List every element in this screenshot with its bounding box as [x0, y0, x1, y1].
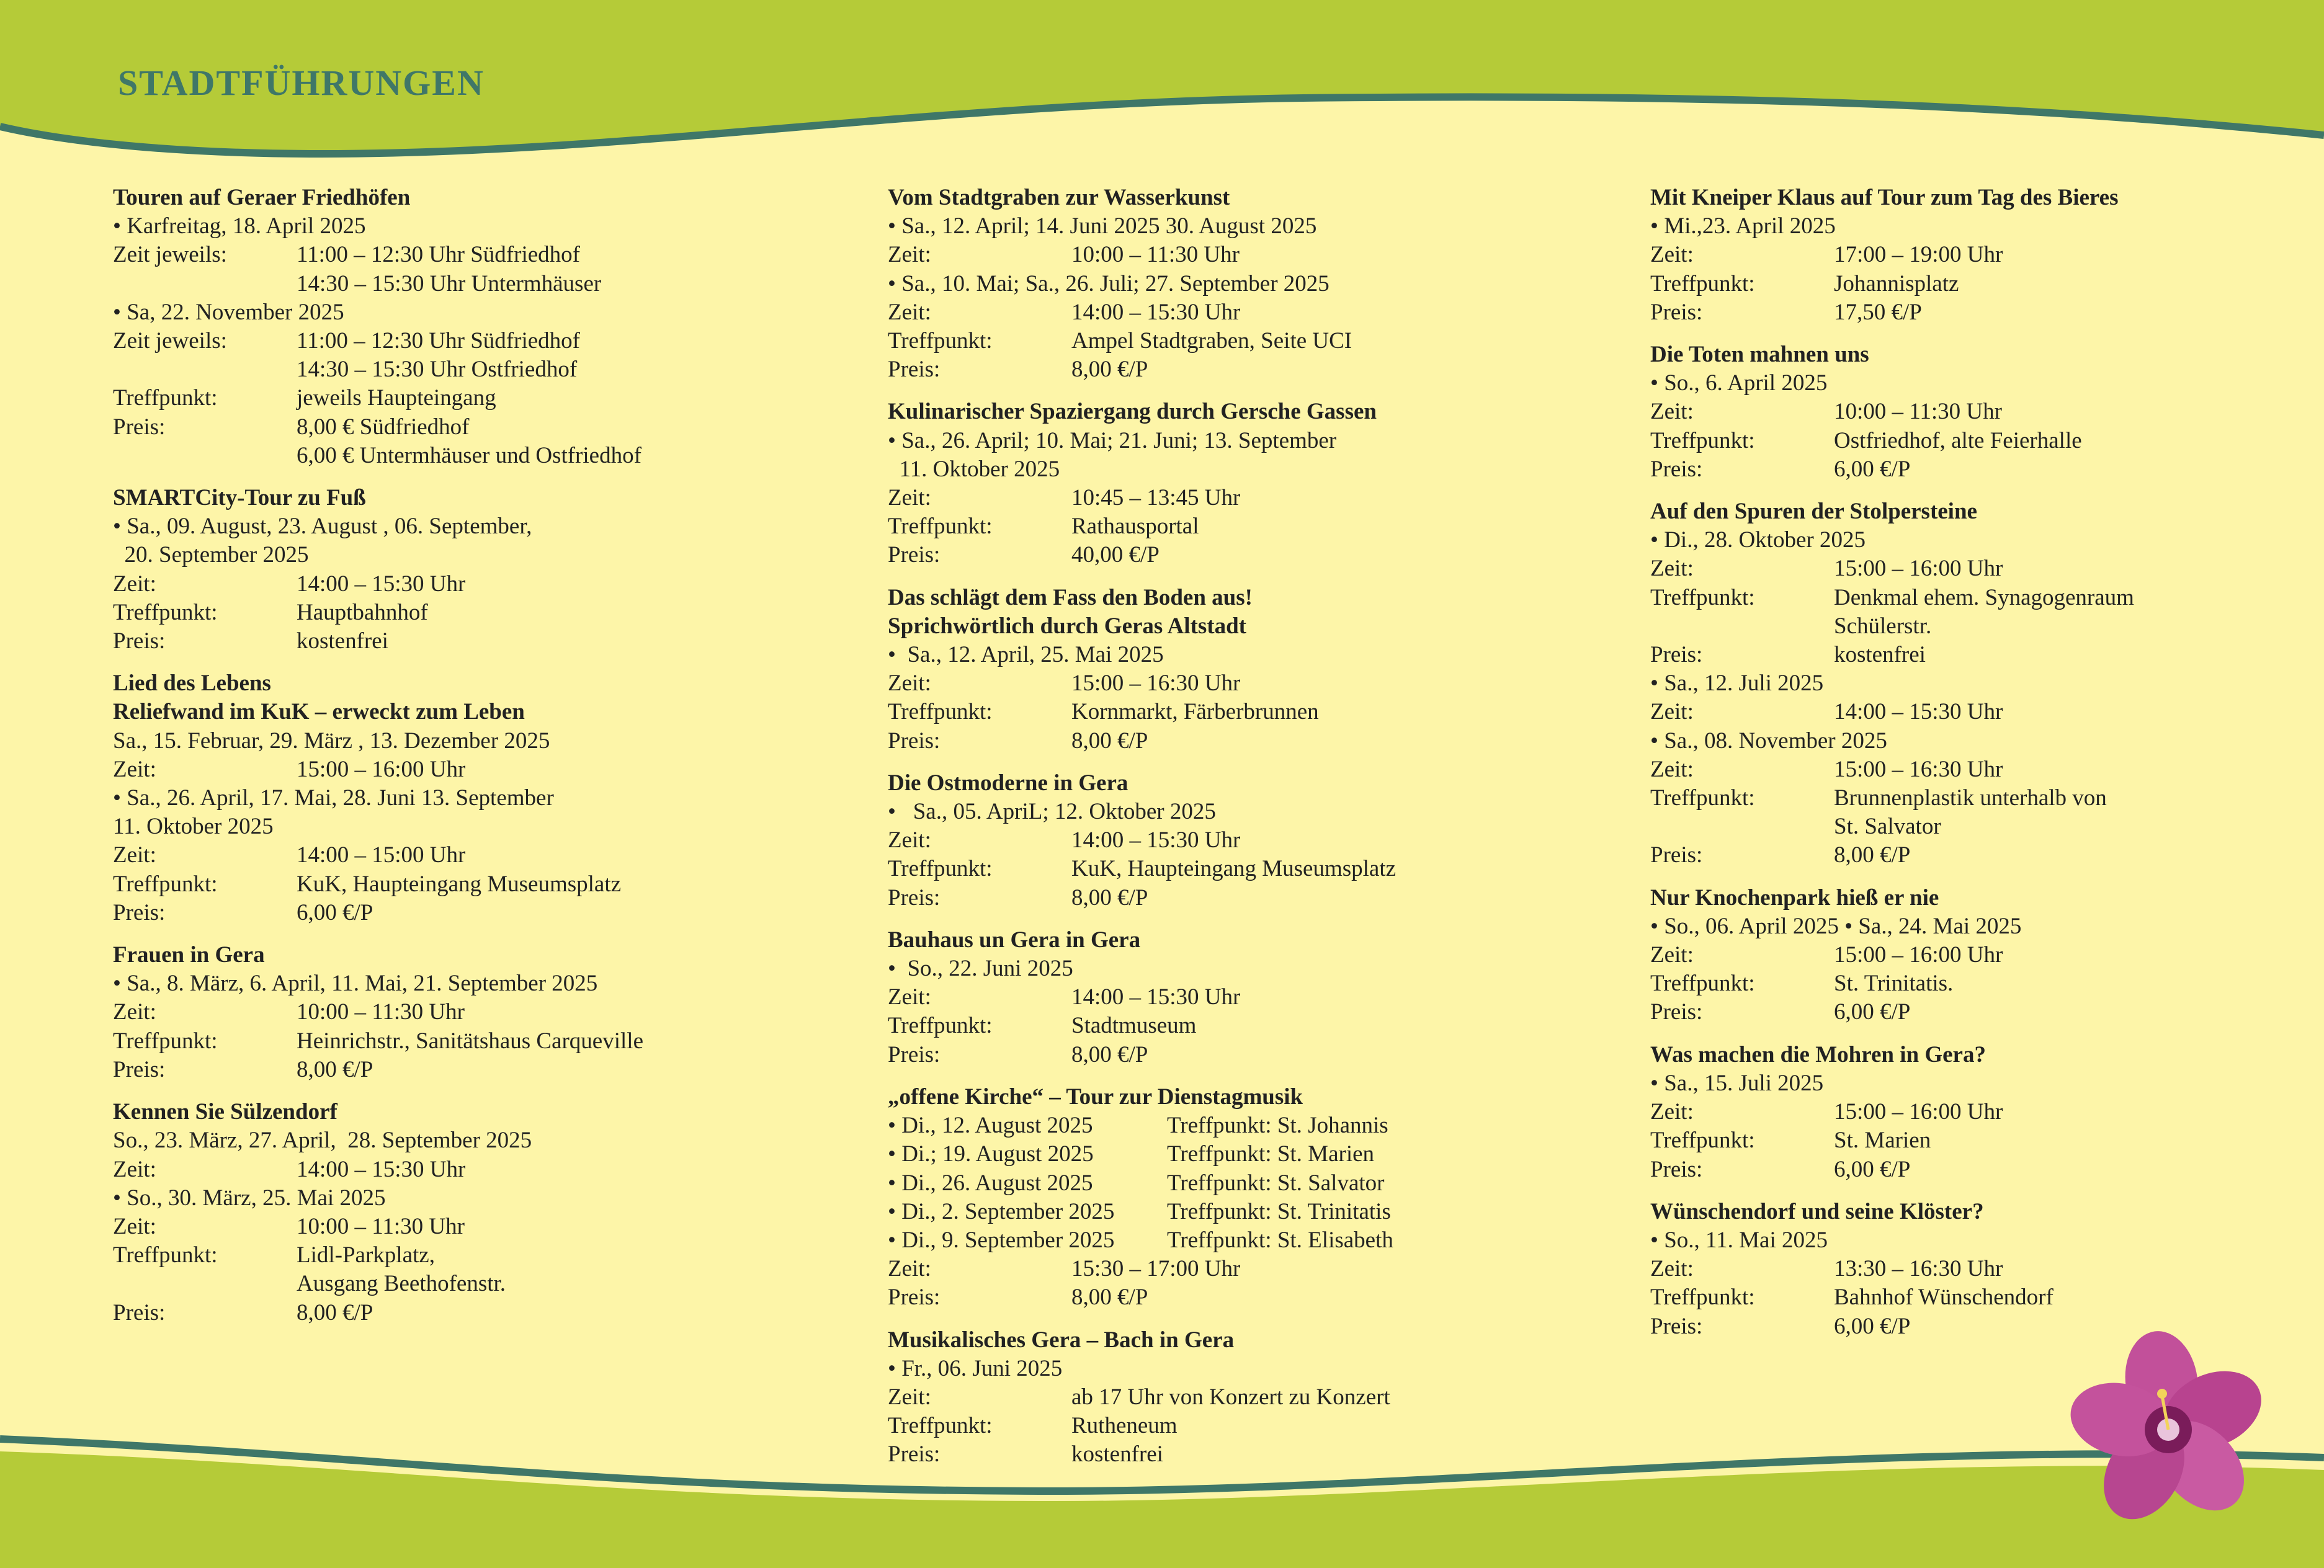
info-value: Rutheneum [1071, 1413, 1178, 1439]
tour-section [1650, 884, 2324, 1027]
tour-title: Sprichwörtlich durch Geras Altstadt [888, 613, 1246, 639]
info-row [888, 241, 1620, 269]
info-value: Ostfriedhof, alte Feierhalle [1834, 427, 2082, 453]
info-label: Preis: [888, 542, 941, 568]
info-value: 40,00 €/P [1071, 542, 1160, 568]
info-value: 10:00 – 11:30 Uhr [1834, 399, 2002, 425]
info-value: 14:00 – 15:30 Uhr [1071, 827, 1241, 853]
info-label: Preis: [1650, 999, 1703, 1025]
info-value: Lidl-Parkplatz, [297, 1242, 435, 1268]
info-label: Treffpunkt: [1650, 427, 1755, 453]
info-row [888, 355, 1620, 384]
tour-title: Was machen die Mohren in Gera? [1650, 1041, 1986, 1067]
info-value: Denkmal ehem. Synagogenraum [1834, 584, 2134, 610]
info-row [113, 1156, 845, 1184]
info-label: Zeit: [888, 984, 931, 1010]
tour-title: Auf den Spuren der Stolpersteine [1650, 499, 1977, 525]
info-row [888, 327, 1620, 355]
info-row [888, 698, 1620, 726]
info-label [113, 1270, 297, 1298]
tour-section [113, 1098, 845, 1327]
info-label: Treffpunkt: [888, 1013, 993, 1039]
info-value: 8,00 €/P [297, 1299, 373, 1325]
info-row [1650, 1283, 2324, 1312]
info-label: Treffpunkt: [888, 699, 993, 725]
info-label: Preis: [113, 628, 166, 654]
info-label: Treffpunkt: [888, 328, 993, 354]
info-value: 11:00 – 12:30 Uhr Südfriedhof [297, 328, 580, 354]
info-row [1650, 941, 2324, 969]
church-meeting-point: Treffpunkt: St. Salvator [1167, 1170, 1385, 1196]
info-row [888, 484, 1620, 512]
info-value: Kornmarkt, Färberbrunnen [1071, 699, 1319, 725]
info-row [888, 826, 1620, 855]
date-bullet-line: • Di., 28. Oktober 2025 [1650, 527, 1866, 553]
info-label: Treffpunkt: [1650, 1285, 1755, 1311]
church-date: • Di.; 19. August 2025 [888, 1141, 1094, 1167]
info-value: 14:00 – 15:30 Uhr [297, 571, 466, 597]
church-date-row [888, 1169, 1620, 1198]
info-value: 14:00 – 15:30 Uhr [297, 1156, 466, 1182]
info-value: kostenfrei [1071, 1441, 1163, 1468]
info-value: 17,50 €/P [1834, 299, 1922, 325]
date-bullet-line: • Sa., 8. März, 6. April, 11. Mai, 21. September 2025 [113, 971, 598, 997]
info-label: Zeit: [113, 1156, 156, 1182]
info-value: 15:30 – 17:00 Uhr [1071, 1256, 1241, 1282]
info-row [113, 755, 845, 784]
info-label: Zeit: [1650, 399, 1694, 425]
info-value: 6,00 €/P [1834, 999, 1911, 1025]
info-value: 8,00 €/P [1071, 1041, 1148, 1067]
date-bullet-line: • Sa., 05. ApriL; 12. Oktober 2025 [888, 799, 1216, 825]
info-label: Zeit jeweils: [113, 242, 227, 268]
info-row [113, 899, 845, 927]
info-row [888, 1440, 1620, 1469]
info-value: ab 17 Uhr von Konzert zu Konzert [1071, 1384, 1390, 1410]
info-row [888, 669, 1620, 698]
info-value: 13:30 – 16:30 Uhr [1834, 1256, 2003, 1282]
date-bullet-line: • Mi.,23. April 2025 [1650, 213, 1836, 239]
tour-section [888, 769, 1620, 912]
info-row [113, 327, 845, 355]
info-row [888, 298, 1620, 327]
tour-section [1650, 1198, 2324, 1341]
info-row [113, 599, 845, 627]
date-bullet-line: • Sa., 12. April; 14. Juni 2025 30. August 2025 [888, 213, 1317, 239]
info-value: 17:00 – 19:00 Uhr [1834, 242, 2003, 268]
date-line: So., 23. März, 27. April, 28. September 2025 [113, 1128, 532, 1154]
info-row [1650, 555, 2324, 583]
info-value: St. Trinitatis. [1834, 971, 1954, 997]
info-value: 8,00 €/P [297, 1056, 373, 1082]
info-label: Zeit jeweils: [113, 328, 227, 354]
info-label: Zeit: [1650, 942, 1694, 968]
info-label: Preis: [888, 884, 941, 911]
info-label: Zeit: [888, 670, 931, 697]
info-label: Preis: [1650, 1156, 1703, 1182]
church-date-row [888, 1140, 1620, 1169]
info-row [888, 884, 1620, 912]
info-value: Heinrichstr., Sanitätshaus Carqueville [297, 1028, 643, 1054]
page-title: STADTFÜHRUNGEN [118, 63, 485, 103]
info-label [113, 270, 297, 298]
info-label: Treffpunkt: [113, 599, 218, 625]
info-row [1650, 584, 2324, 612]
info-label: Preis: [888, 728, 941, 754]
date-bullet-line: • Sa., 15. Juli 2025 [1650, 1070, 1824, 1096]
tour-title: Kulinarischer Spaziergang durch Gersche Gassen [888, 399, 1377, 425]
info-value: 10:00 – 11:30 Uhr [297, 999, 465, 1025]
church-meeting-point: Treffpunkt: St. Johannis [1167, 1113, 1388, 1139]
info-label: Treffpunkt: [1650, 971, 1755, 997]
date-bullet-line: • So., 11. Mai 2025 [1650, 1227, 1828, 1253]
info-label: Zeit: [888, 299, 931, 325]
info-value: 8,00 € Südfriedhof [297, 414, 470, 440]
tour-title: Lied des Lebens [113, 670, 271, 697]
info-value: 10:00 – 11:30 Uhr [1071, 242, 1240, 268]
info-row [1650, 813, 2324, 841]
info-row [1650, 427, 2324, 455]
info-row [888, 1383, 1620, 1412]
info-value: Bahnhof Wünschendorf [1834, 1285, 2054, 1311]
info-row [113, 841, 845, 870]
date-bullet-line: • Sa., 26. April; 10. Mai; 21. Juni; 13. September [888, 427, 1337, 453]
info-value: 8,00 €/P [1071, 728, 1148, 754]
date-bullet-line: • So., 22. Juni 2025 [888, 956, 1073, 982]
info-value: 15:00 – 16:30 Uhr [1834, 756, 2003, 782]
info-row [888, 727, 1620, 755]
info-label: Zeit: [888, 485, 931, 511]
info-value: 15:00 – 16:00 Uhr [1834, 942, 2003, 968]
tour-section [888, 1326, 1620, 1469]
info-value: 15:00 – 16:30 Uhr [1071, 670, 1241, 697]
info-row [1650, 270, 2324, 298]
info-label: Preis: [1650, 842, 1703, 868]
info-label: Preis: [888, 1441, 941, 1468]
church-meeting-point: Treffpunkt: St. Elisabeth [1167, 1227, 1393, 1253]
church-meeting-point: Treffpunkt: St. Trinitatis [1167, 1198, 1391, 1224]
info-row [113, 1213, 845, 1241]
info-label: Preis: [1650, 299, 1703, 325]
tour-section [1650, 341, 2324, 484]
info-value: 14:00 – 15:30 Uhr [1071, 984, 1241, 1010]
date-bullet-line: • Sa., 10. Mai; Sa., 26. Juli; 27. September 2025 [888, 270, 1330, 296]
info-label: Zeit: [1650, 699, 1694, 725]
tour-section [113, 184, 845, 470]
date-line: 20. September 2025 [113, 542, 309, 568]
info-label: Zeit: [113, 756, 156, 782]
info-label: Preis: [1650, 1313, 1703, 1339]
info-row [113, 384, 845, 412]
tour-title: Vom Stadtgraben zur Wasserkunst [888, 185, 1230, 210]
info-label: Zeit: [1650, 1099, 1694, 1125]
tour-title: Frauen in Gera [113, 942, 265, 968]
info-row [1650, 841, 2324, 870]
tour-section [888, 184, 1620, 384]
info-value: KuK, Haupteingang Museumsplatz [297, 871, 622, 897]
tour-title: SMARTCity-Tour zu Fuß [113, 485, 366, 511]
info-value: 14:00 – 15:00 Uhr [297, 842, 466, 868]
info-row [1650, 298, 2324, 327]
info-value: 6,00 € Untermhäuser und Ostfriedhof [297, 442, 641, 468]
info-label: Zeit: [113, 571, 156, 597]
info-value: Brunnenplastik unterhalb von [1834, 785, 2107, 811]
info-label: Zeit: [1650, 242, 1694, 268]
info-value: 15:00 – 16:00 Uhr [1834, 1099, 2003, 1125]
info-value: Stadtmuseum [1071, 1013, 1197, 1039]
info-value: 8,00 €/P [1834, 842, 1911, 868]
hibiscus-flower-image [2066, 1327, 2271, 1532]
column-left [113, 184, 845, 1341]
info-label: Preis: [113, 899, 166, 925]
info-value: KuK, Haupteingang Museumsplatz [1071, 856, 1397, 882]
date-bullet-line: • Sa., 26. April, 17. Mai, 28. Juni 13. September [113, 785, 554, 811]
info-row [113, 413, 845, 442]
info-label: Preis: [888, 357, 941, 383]
info-value: 6,00 €/P [1834, 1313, 1911, 1339]
date-line: 11. Oktober 2025 [888, 456, 1060, 482]
info-label: Treffpunkt: [113, 1242, 218, 1268]
date-bullet-line: • Sa., 09. August, 23. August , 06. September, [113, 514, 532, 540]
info-label [1650, 612, 1834, 641]
info-label: Zeit: [888, 827, 931, 853]
church-date: • Di., 9. September 2025 [888, 1227, 1115, 1253]
info-value: Johannisplatz [1834, 270, 1959, 296]
info-value: kostenfrei [297, 628, 388, 654]
date-bullet-line: • Sa., 12. April, 25. Mai 2025 [888, 642, 1164, 668]
info-value: jeweils Haupteingang [297, 385, 496, 411]
info-label: Preis: [113, 1056, 166, 1082]
info-row [1650, 1156, 2324, 1184]
info-value: 15:00 – 16:00 Uhr [297, 756, 466, 782]
info-row [1650, 969, 2324, 998]
info-value: 14:00 – 15:30 Uhr [1071, 299, 1241, 325]
info-row [113, 998, 845, 1027]
info-value: St. Marien [1834, 1128, 1931, 1154]
info-label: Treffpunkt: [113, 1028, 218, 1054]
info-label: Zeit: [1650, 756, 1694, 782]
info-row [1650, 998, 2324, 1027]
info-row [113, 270, 845, 298]
tour-section [888, 1083, 1620, 1312]
church-date-row [888, 1198, 1620, 1226]
church-date: • Di., 12. August 2025 [888, 1113, 1093, 1139]
info-value: 11:00 – 12:30 Uhr Südfriedhof [297, 242, 580, 268]
tour-section [113, 941, 845, 1084]
tour-title: Mit Kneiper Klaus auf Tour zum Tag des Bieres [1650, 185, 2119, 210]
info-value: Rathausportal [1071, 514, 1199, 540]
tour-title: Die Toten mahnen uns [1650, 342, 1869, 368]
info-label: Zeit: [1650, 556, 1694, 582]
date-bullet-line: • So., 6. April 2025 [1650, 370, 1828, 396]
info-value: 8,00 €/P [1071, 884, 1148, 911]
tour-section [113, 669, 845, 927]
info-label: Zeit: [888, 242, 931, 268]
info-label: Preis: [1650, 456, 1703, 482]
column-middle [888, 184, 1620, 1483]
info-row [113, 241, 845, 269]
tour-section [1650, 184, 2324, 327]
info-row [888, 983, 1620, 1012]
info-label [113, 442, 297, 470]
date-bullet-line: • Sa., 12. Juli 2025 [1650, 670, 1824, 697]
info-row [113, 627, 845, 656]
info-value: Schülerstr. [1834, 613, 1932, 639]
info-label: Preis: [888, 1285, 941, 1311]
info-row [888, 512, 1620, 541]
info-value: 15:00 – 16:00 Uhr [1834, 556, 2003, 582]
info-row [888, 1041, 1620, 1069]
info-label: Treffpunkt: [1650, 785, 1755, 811]
church-date-row [888, 1111, 1620, 1140]
date-bullet-line: • Sa., 08. November 2025 [1650, 728, 1887, 754]
tour-section [113, 484, 845, 656]
info-value: St. Salvator [1834, 814, 1941, 840]
info-value: 6,00 €/P [1834, 1156, 1911, 1182]
tour-title: Nur Knochenpark hieß er nie [1650, 884, 1939, 911]
tour-section [1650, 497, 2324, 870]
info-row [888, 541, 1620, 569]
info-label: Zeit: [888, 1384, 931, 1410]
info-row [888, 1283, 1620, 1312]
date-line: 11. Oktober 2025 [113, 814, 274, 840]
date-bullet-line: • Sa, 22. November 2025 [113, 299, 344, 325]
info-row [1650, 398, 2324, 426]
tour-section [888, 584, 1620, 755]
info-row [1650, 698, 2324, 726]
date-bullet-line: • So., 30. März, 25. Mai 2025 [113, 1185, 386, 1211]
info-label: Preis: [113, 414, 166, 440]
info-row [113, 355, 845, 384]
date-bullet-line: • So., 06. April 2025 • Sa., 24. Mai 2025 [1650, 913, 2022, 939]
info-label: Treffpunkt: [888, 856, 993, 882]
tour-title: „offene Kirche“ – Tour zur Dienstagmusik [888, 1084, 1303, 1110]
tour-title: Bauhaus un Gera in Gera [888, 927, 1141, 953]
info-label: Treffpunkt: [1650, 270, 1755, 296]
tour-title: Wünschendorf und seine Klöster? [1650, 1198, 1984, 1224]
info-row [1650, 1098, 2324, 1126]
info-label: Zeit: [113, 999, 156, 1025]
info-row [113, 1027, 845, 1056]
tour-title: Das schlägt dem Fass den Boden aus! [888, 584, 1253, 610]
info-value: Ampel Stadtgraben, Seite UCI [1071, 328, 1352, 354]
date-bullet-line: • Karfreitag, 18. April 2025 [113, 213, 366, 239]
info-label [1650, 813, 1834, 841]
info-row [1650, 784, 2324, 813]
info-row [113, 442, 845, 470]
info-label: Zeit: [1650, 1256, 1694, 1282]
info-row [888, 855, 1620, 883]
info-label [113, 355, 297, 384]
church-meeting-point: Treffpunkt: St. Marien [1167, 1141, 1375, 1167]
tour-section [1650, 1041, 2324, 1184]
info-row [1650, 755, 2324, 784]
info-value: 14:30 – 15:30 Uhr Untermhäuser [297, 270, 602, 296]
tour-title: Touren auf Geraer Friedhöfen [113, 185, 411, 210]
date-line: Sa., 15. Februar, 29. März , 13. Dezember 2025 [113, 728, 550, 754]
info-label: Zeit: [113, 842, 156, 868]
info-label: Preis: [1650, 642, 1703, 668]
info-row [888, 1255, 1620, 1283]
info-row [113, 570, 845, 599]
info-value: 6,00 €/P [297, 899, 373, 925]
info-label: Treffpunkt: [888, 514, 993, 540]
column-right [1650, 184, 2324, 1355]
church-date: • Di., 26. August 2025 [888, 1170, 1093, 1196]
info-row [1650, 241, 2324, 269]
info-value: 10:00 – 11:30 Uhr [297, 1213, 465, 1239]
info-value: Ausgang Beethofenstr. [297, 1271, 506, 1297]
info-row [113, 1056, 845, 1084]
info-value: 6,00 €/P [1834, 456, 1911, 482]
info-row [888, 1412, 1620, 1440]
info-value: 8,00 €/P [1071, 1285, 1148, 1311]
info-row [1650, 641, 2324, 669]
info-row [113, 870, 845, 899]
info-label: Preis: [888, 1041, 941, 1067]
info-label: Treffpunkt: [888, 1413, 993, 1439]
info-value: Hauptbahnhof [297, 599, 428, 625]
info-row [1650, 1126, 2324, 1155]
info-label: Zeit: [888, 1256, 931, 1282]
tour-title: Musikalisches Gera – Bach in Gera [888, 1327, 1235, 1353]
info-row [888, 1012, 1620, 1040]
info-label: Treffpunkt: [1650, 1128, 1755, 1154]
info-row [113, 1270, 845, 1298]
info-row [1650, 612, 2324, 641]
info-row [113, 1299, 845, 1327]
date-bullet-line: • Fr., 06. Juni 2025 [888, 1355, 1063, 1381]
info-label: Treffpunkt: [113, 871, 218, 897]
info-row [1650, 1255, 2324, 1283]
info-value: kostenfrei [1834, 642, 1926, 668]
info-row [113, 1241, 845, 1270]
tour-title: Kennen Sie Sülzendorf [113, 1099, 337, 1125]
tour-section [888, 398, 1620, 569]
info-label: Preis: [113, 1299, 166, 1325]
tour-title: Reliefwand im KuK – erweckt zum Leben [113, 699, 525, 725]
church-date-row [888, 1226, 1620, 1255]
info-value: 8,00 €/P [1071, 357, 1148, 383]
info-value: 14:00 – 15:30 Uhr [1834, 699, 2003, 725]
tour-section [888, 926, 1620, 1069]
info-label: Treffpunkt: [1650, 584, 1755, 610]
info-value: 14:30 – 15:30 Uhr Ostfriedhof [297, 357, 578, 383]
tour-title: Die Ostmoderne in Gera [888, 770, 1128, 796]
info-row [1650, 455, 2324, 484]
church-date: • Di., 2. September 2025 [888, 1198, 1115, 1224]
info-label: Zeit: [113, 1213, 156, 1239]
info-value: 10:45 – 13:45 Uhr [1071, 485, 1241, 511]
info-label: Treffpunkt: [113, 385, 218, 411]
